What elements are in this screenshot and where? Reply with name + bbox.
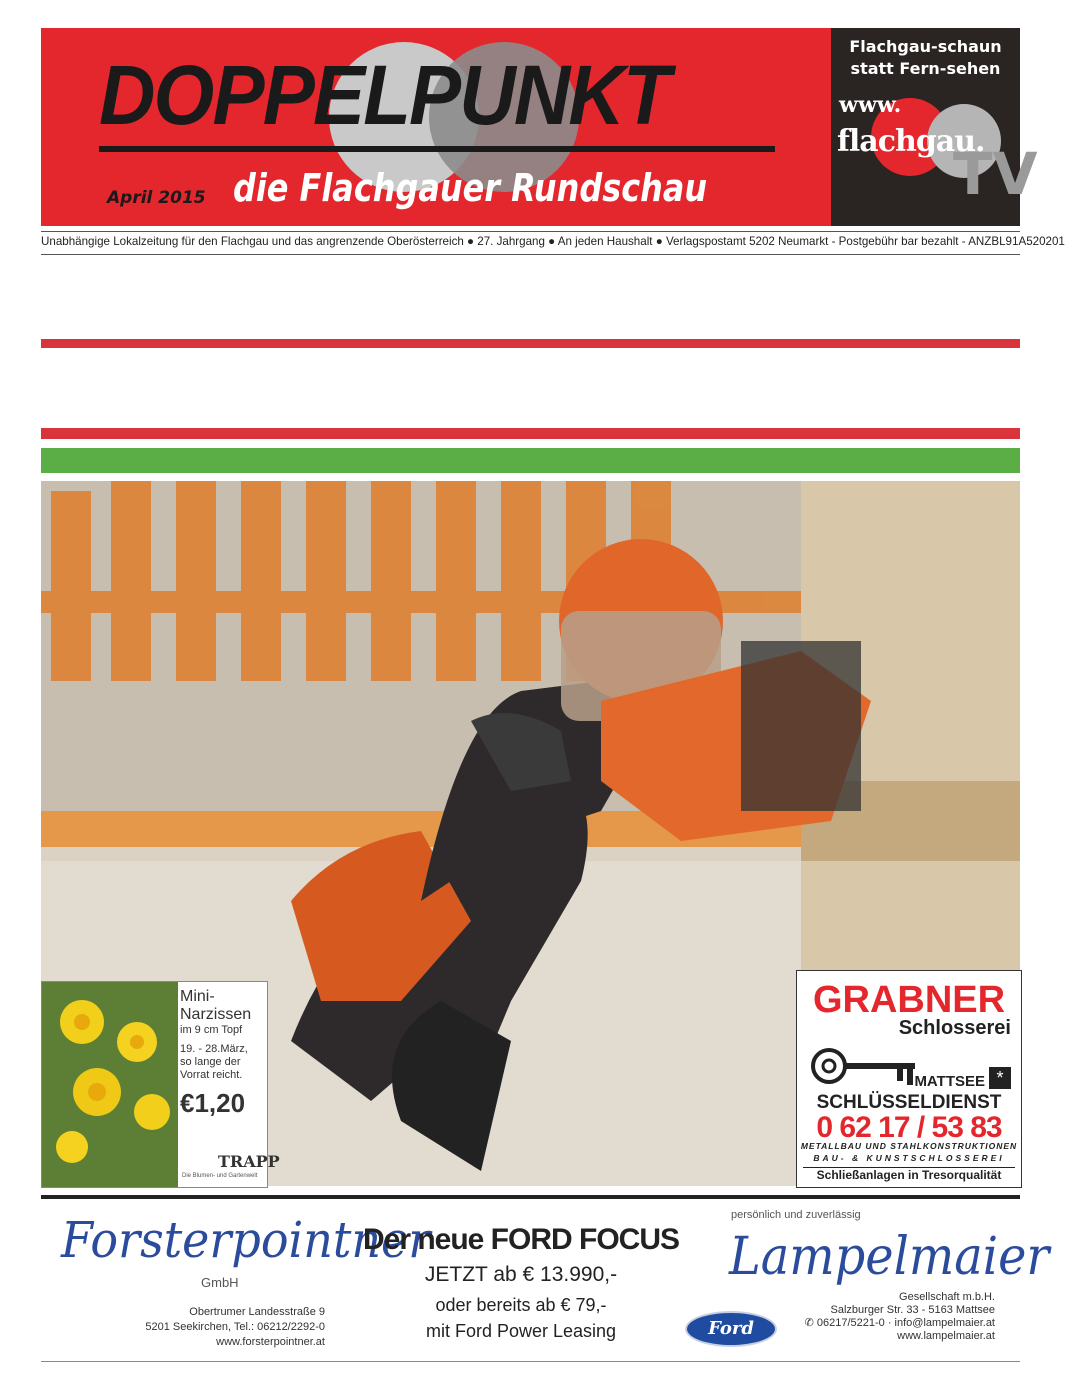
narzissen-date: 19. - 28.März, <box>180 1043 248 1055</box>
narzissen-title-2: Narzissen <box>180 1006 252 1023</box>
lampelmaier-logo: Lampelmaier <box>729 1227 1050 1287</box>
ford-ad[interactable] <box>41 1199 1050 1362</box>
trapp-logo-sub: Die Blumen- und Gartenwelt <box>182 1173 258 1179</box>
grabner-line2: BAU- & KUNSTSCHLOSSEREI <box>813 1153 1005 1163</box>
flachgau-tv-box[interactable] <box>831 28 1038 226</box>
grabner-ad[interactable] <box>796 970 1022 1188</box>
daffodil-drawing <box>42 982 178 1187</box>
narzissen-note-1: so lange der <box>180 1056 241 1068</box>
trapp-logo: TRAPP <box>218 1152 280 1171</box>
grabner-line1: METALLBAU UND STAHLKONSTRUKTIONEN <box>800 1141 1018 1151</box>
lampelmaier-company: Gesellschaft m.b.H. <box>899 1291 995 1303</box>
tv-slogan-line2: statt Fern-sehen <box>850 59 1001 78</box>
tv-www: www. <box>839 92 902 118</box>
grabner-town: MATTSEE <box>914 1073 985 1090</box>
grabner-line3: Schließanlagen in Tresorqualität <box>803 1167 1015 1182</box>
narzissen-sub: im 9 cm Topf <box>180 1024 243 1036</box>
grabner-service: SCHLÜSSELDIENST <box>816 1092 1002 1113</box>
forsterpointner-address-1: Obertrumer Landesstraße 9 <box>189 1306 325 1318</box>
tv-tv: TV <box>953 140 1038 208</box>
green-band <box>41 448 1020 473</box>
tv-slogan <box>831 36 1020 80</box>
daffodil-image <box>42 982 178 1187</box>
title-rule <box>99 146 775 152</box>
masthead-main <box>41 28 831 226</box>
newspaper-subtitle: die Flachgauer Rundschau <box>233 166 708 210</box>
forsterpointner-gmbh: GmbH <box>201 1275 239 1290</box>
narzissen-price: €1,20 <box>180 1088 246 1118</box>
lampelmaier-web[interactable]: www.lampelmaier.at <box>897 1330 995 1342</box>
red-band-bottom <box>41 428 1020 439</box>
red-band-top <box>41 339 1020 348</box>
lampelmaier-address <box>771 1291 995 1343</box>
narzissen-title-1: Mini- <box>180 988 215 1005</box>
ford-logo: Ford <box>685 1311 777 1347</box>
ford-headline: Der neue FORD FOCUS <box>362 1223 680 1256</box>
forsterpointner-address-2: 5201 Seekirchen, Tel.: 06212/2292-0 <box>145 1321 325 1333</box>
newspaper-title: DOPPELPUNKT <box>99 48 669 142</box>
grabner-sub: Schlosserei <box>898 1017 1011 1039</box>
narzissen-note-2: Vorrat reicht. <box>180 1069 243 1081</box>
lampelmaier-street: Salzburger Str. 33 - 5163 Mattsee <box>830 1304 995 1316</box>
masthead <box>41 28 1038 226</box>
ford-rate: oder bereits ab € 79,- <box>435 1295 607 1315</box>
grabner-name: GRABNER <box>812 979 1006 1021</box>
issue-date: April 2015 <box>107 188 206 208</box>
forsterpointner-address <box>101 1305 325 1350</box>
lampelmaier-contact: ✆ 06217/5221-0 · info@lampelmaier.at <box>804 1317 995 1329</box>
ford-price: JETZT ab € 13.990,- <box>424 1263 618 1286</box>
tv-flachgau: flachgau. <box>837 124 985 159</box>
lampelmaier-tagline: persönlich und zuverlässig <box>731 1209 861 1221</box>
grabner-phone[interactable]: 0 62 17 / 53 83 <box>816 1111 1002 1144</box>
narzissen-text <box>180 988 266 1119</box>
tv-slogan-line1: Flachgau-schaun <box>849 37 1002 56</box>
ford-lease: mit Ford Power Leasing <box>425 1321 617 1341</box>
narzissen-ad[interactable] <box>41 981 280 1188</box>
forsterpointner-logo: Forsterpointner <box>61 1211 431 1269</box>
asterisk-icon: * <box>989 1067 1011 1089</box>
info-line: Unabhängige Lokalzeitung für den Flachgau und das angrenzende Oberösterreich ● 27. Jahrgang ● An jeden Haushalt ● Verlagspostamt 5202 Neumarkt - Postgebühr bar bezahlt - ANZBL91A520201 <box>41 231 1020 255</box>
forsterpointner-web[interactable]: www.forsterpointner.at <box>216 1336 325 1348</box>
